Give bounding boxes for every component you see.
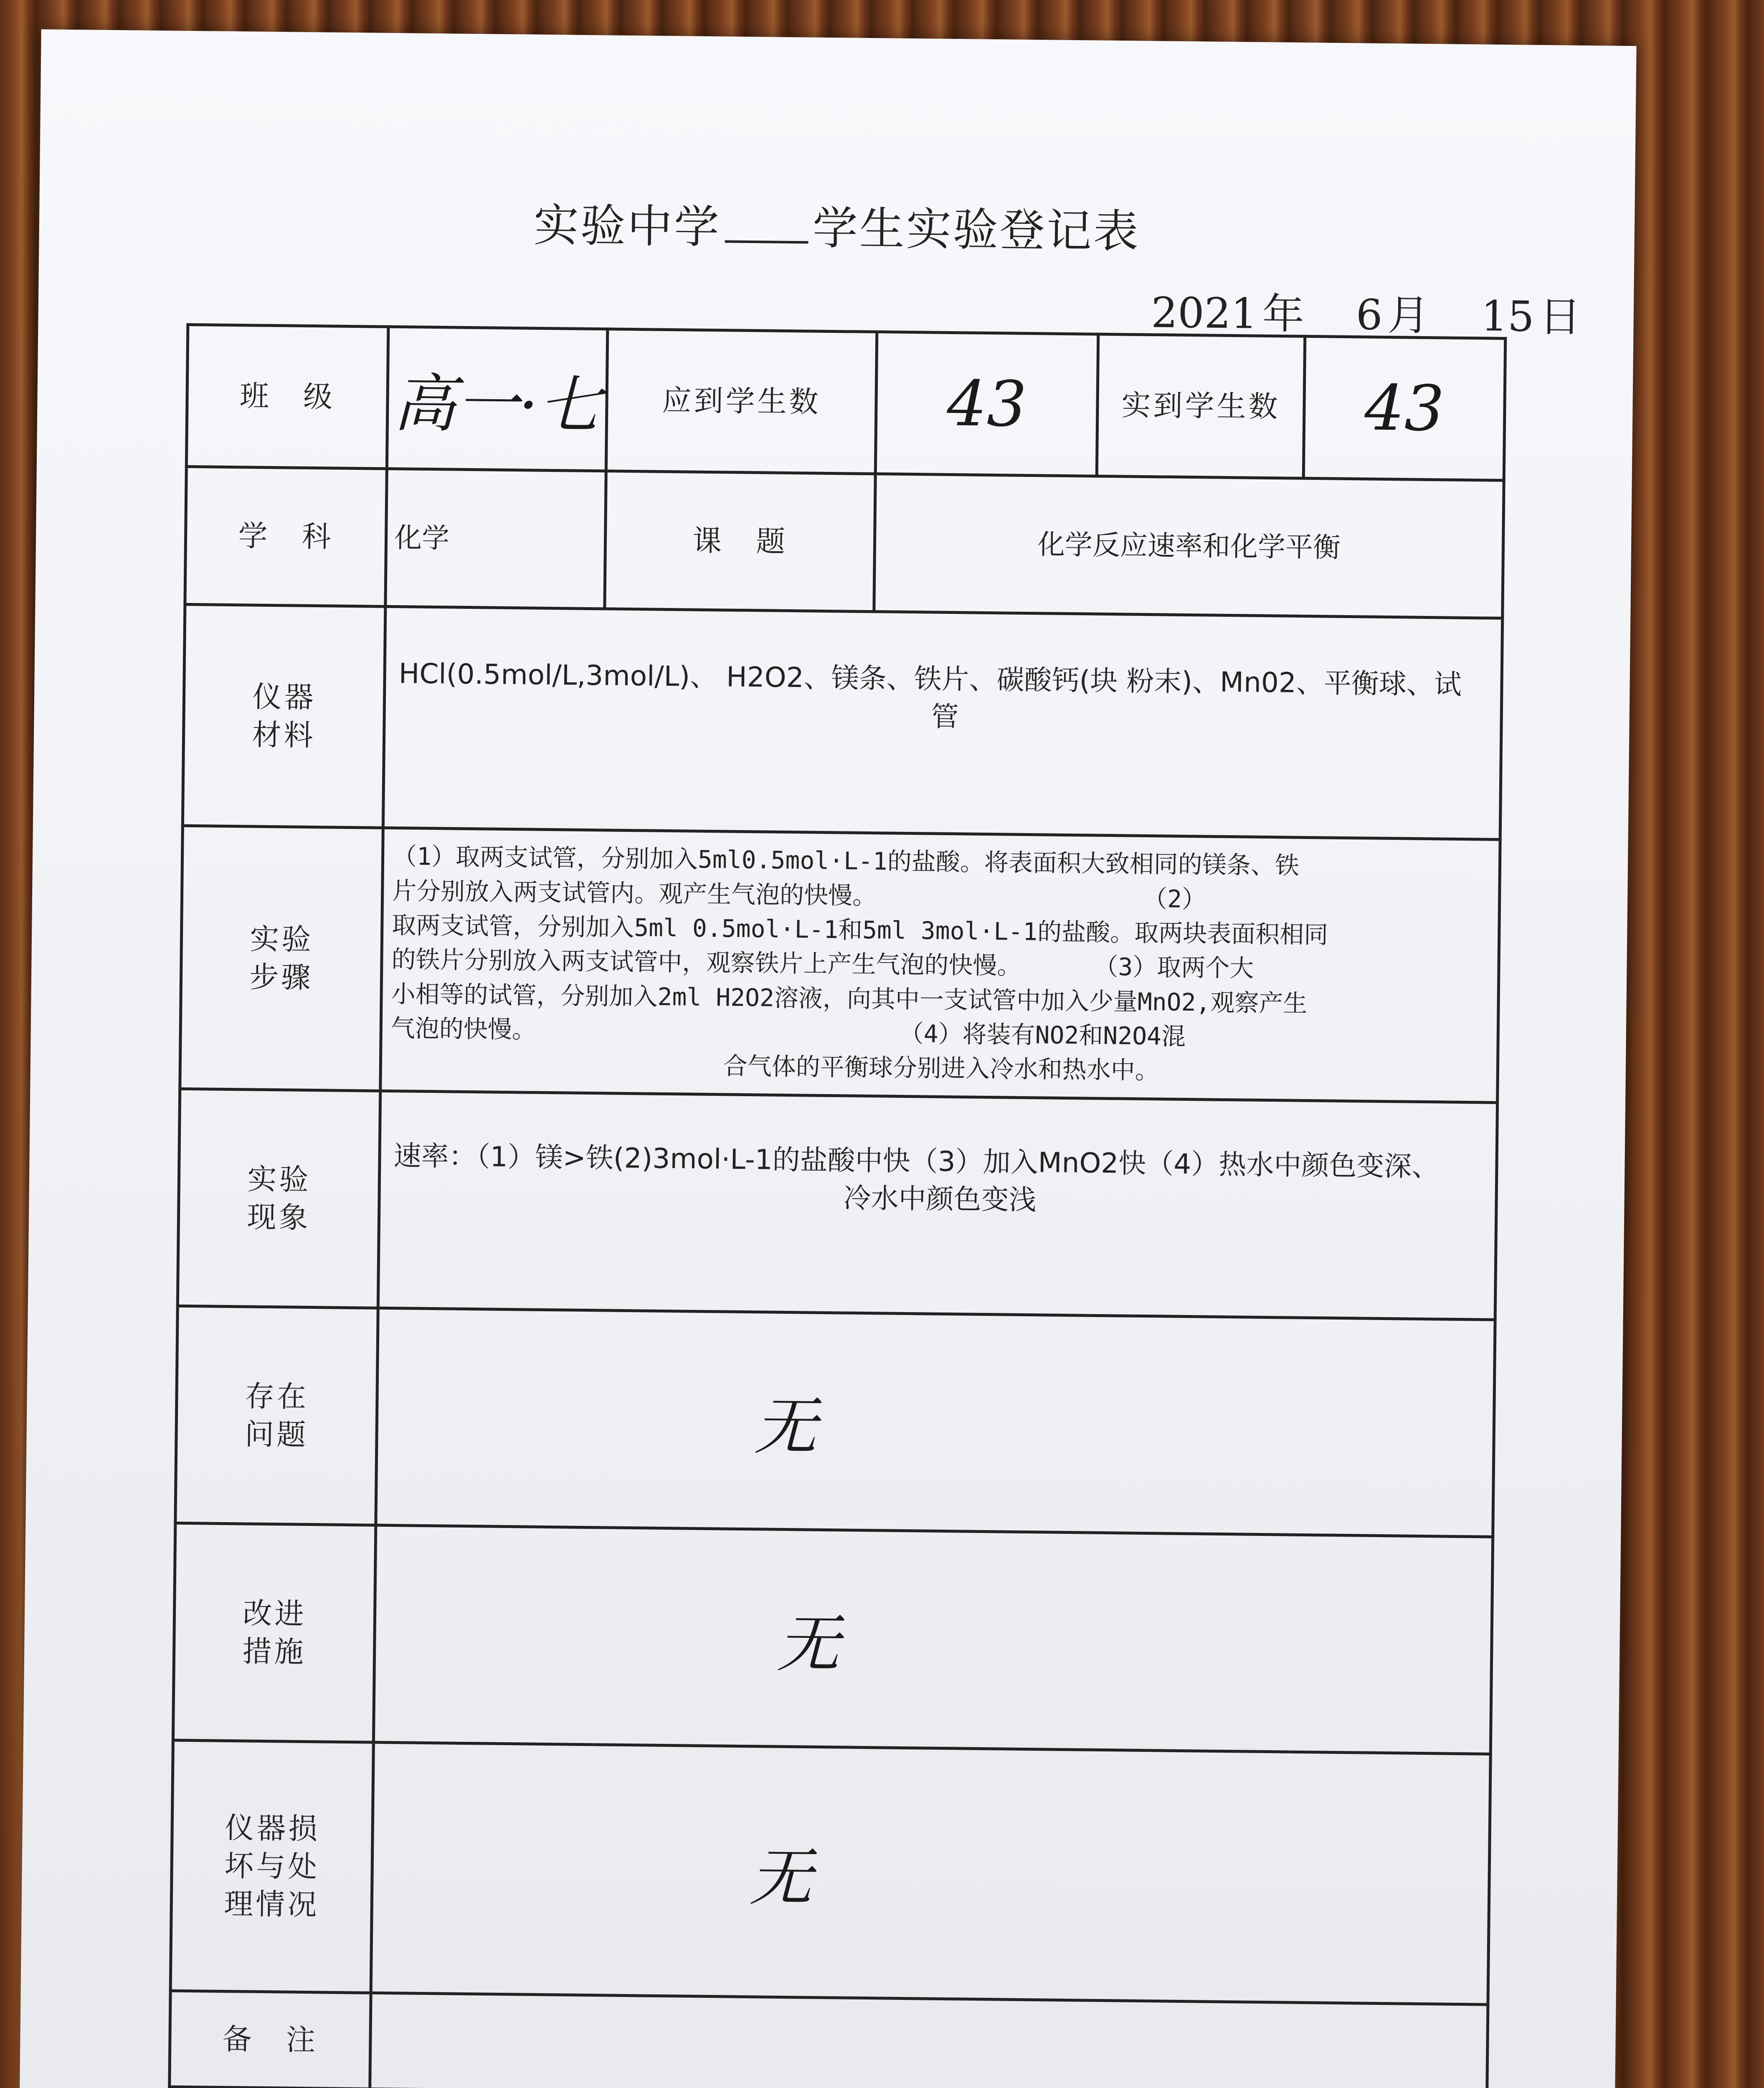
materials-label	[182, 604, 385, 828]
title-blank-line	[725, 232, 808, 243]
remarks-label: 备 注	[170, 1991, 371, 2088]
row-damage	[170, 1740, 1490, 2004]
date-month-unit: 月	[1387, 290, 1430, 340]
actual-students-value: 43	[1303, 336, 1505, 480]
steps-label	[180, 826, 383, 1091]
row-improvements	[173, 1523, 1493, 1754]
registration-form-sheet	[17, 29, 1636, 2088]
problems-label	[175, 1306, 378, 1525]
row-subject	[185, 466, 1504, 618]
date-day: 15	[1480, 291, 1535, 341]
class-value: 高一·七	[387, 327, 608, 471]
improvements-label-line2: 措施	[242, 1634, 307, 1669]
expected-students-label: 应到学生数	[606, 329, 877, 474]
steps-label-line1: 实验	[250, 922, 314, 957]
date-day-unit: 日	[1539, 292, 1582, 342]
materials-label-line2: 材料	[252, 717, 316, 753]
topic-value: 化学反应速率和化学平衡	[874, 474, 1504, 618]
problems-label-line1: 存在	[245, 1378, 309, 1414]
problems-value: 无	[376, 1308, 1495, 1537]
date-month: 6	[1356, 290, 1383, 340]
materials-label-line1: 仪器	[252, 679, 317, 715]
steps-line-1: （1）取两支试管，分别加入5ml0.5mol·L-1的盐酸。将表面积大致相同的镁条、铁	[392, 842, 1300, 880]
expected-students-value: 43	[875, 332, 1098, 476]
title-suffix: 学生实验登记表	[812, 202, 1141, 258]
improvements-label	[173, 1523, 375, 1742]
subject-label: 学 科	[185, 466, 387, 606]
damage-label-line2: 坏与处	[224, 1848, 320, 1884]
steps-line-2: 片分别放入两支试管内。观产生气泡的快慢。 （2）	[392, 876, 1206, 914]
steps-label-line2: 步骤	[249, 959, 313, 995]
topic-label: 课 题	[605, 471, 875, 612]
registration-table	[168, 323, 1507, 2088]
subject-value: 化学	[385, 469, 606, 608]
row-problems	[175, 1306, 1495, 1537]
date-year: 2021	[1151, 288, 1258, 338]
improvements-label-line1: 改进	[243, 1596, 307, 1631]
remarks-value	[370, 1993, 1488, 2088]
damage-label-line1: 仪器损	[224, 1810, 320, 1846]
steps-line-3: 取两支试管，分别加入5ml 0.5mol·L-1和5ml 3mol·L-1的盐酸。取两块表面积相同	[392, 911, 1328, 949]
phenomena-label-line1: 实验	[247, 1161, 311, 1197]
row-steps	[180, 826, 1500, 1102]
phenomena-value-line2: 冷水中颜色变浅	[843, 1181, 1037, 1216]
steps-line-5: 小相等的试管，分别加入2ml H2O2溶液，向其中一支试管中加入少量MnO2,观察产生	[391, 979, 1308, 1018]
date-year-unit: 年	[1262, 289, 1305, 339]
phenomena-label	[177, 1089, 380, 1308]
damage-label	[170, 1740, 373, 1993]
phenomena-value-line1: 速率：（1）镁>铁(2)3mol·L-1的盐酸中快（3）加入MnO2快（4）热水中颜色变深、	[393, 1140, 1440, 1183]
steps-line-4: 的铁片分别放入两支试管中，观察铁片上产生气泡的快慢。 （3）取两个大	[391, 945, 1254, 983]
steps-value	[380, 828, 1500, 1102]
materials-value	[383, 606, 1502, 839]
damage-label-line3: 理情况	[223, 1886, 319, 1922]
form-title	[39, 184, 1635, 265]
materials-value-line1: HCl(0.5mol/L,3mol/L)、 H2O2、镁条、铁片、碳酸钙(块 粉末)、Mn02、平衡球、试	[398, 657, 1462, 701]
title-school: 实验中学	[533, 199, 721, 254]
improvements-value: 无	[373, 1525, 1493, 1754]
phenomena-label-line2: 现象	[247, 1199, 311, 1235]
actual-students-label: 实到学生数	[1097, 334, 1305, 478]
row-remarks	[170, 1991, 1488, 2088]
phenomena-value	[378, 1091, 1497, 1320]
problems-label-line2: 问题	[244, 1416, 309, 1452]
row-phenomena	[177, 1089, 1497, 1320]
row-materials	[182, 604, 1502, 839]
steps-line-7: 合气体的平衡球分别进入冷水和热水中。	[723, 1052, 1160, 1085]
materials-value-line2: 管	[931, 700, 959, 733]
steps-line-6: 气泡的快慢。 （4）将装有NO2和N2O4混	[390, 1014, 1186, 1051]
damage-value: 无	[371, 1742, 1490, 2004]
class-label: 班 级	[186, 324, 388, 469]
row-class	[186, 324, 1505, 480]
